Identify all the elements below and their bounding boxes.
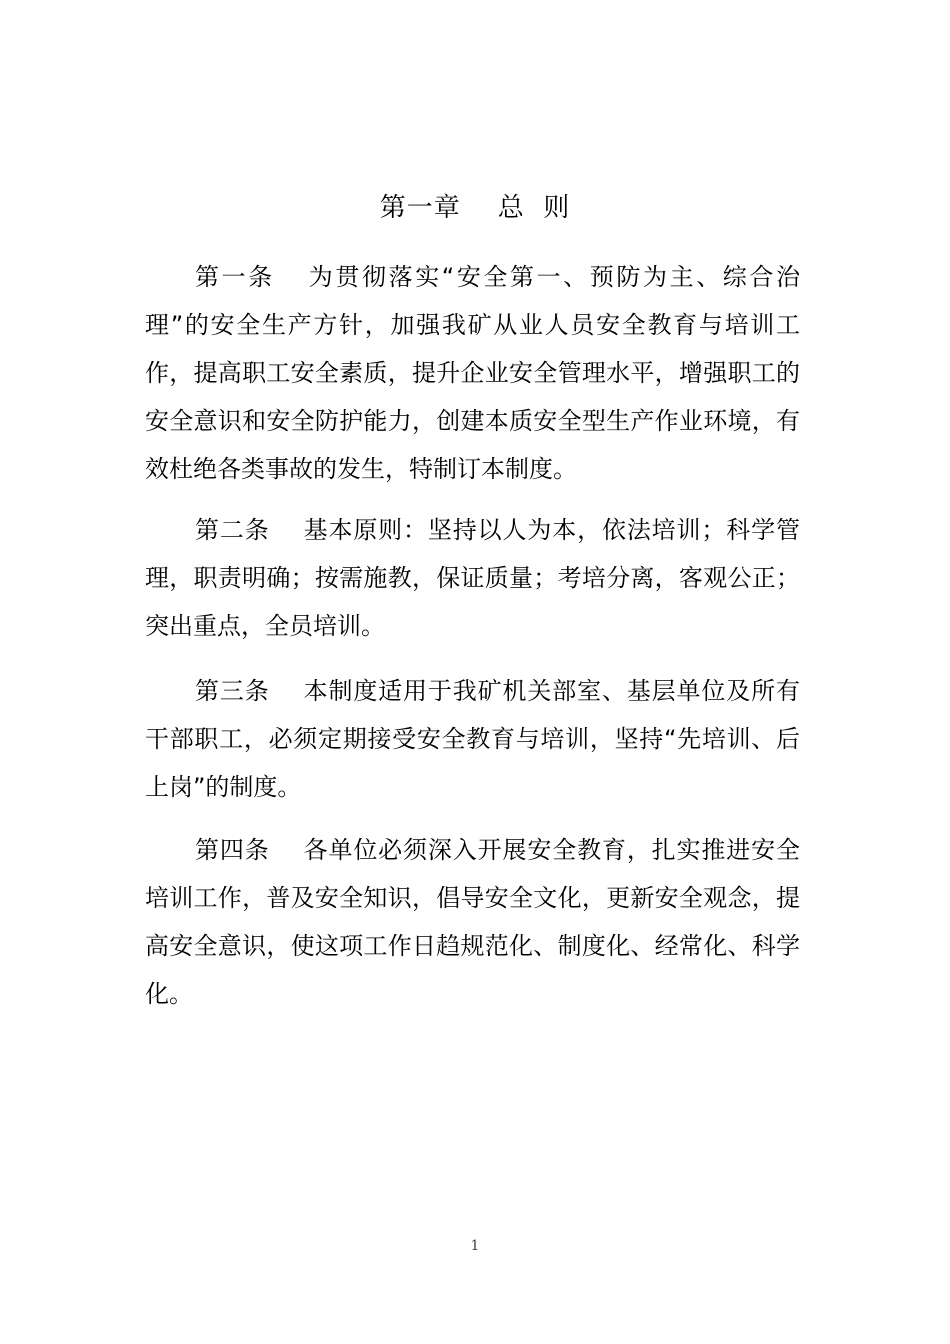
article-2-label: 第二条 bbox=[195, 516, 270, 544]
article-3-label: 第三条 bbox=[195, 677, 270, 705]
article-3-text: 本制度适用于我矿机关部室、基层单位及所有干部职工，必须定期接受安全教育与培训，坚持“先培训、后上岗”的制度。 bbox=[145, 677, 801, 801]
page-number: 1 bbox=[470, 1238, 480, 1254]
article-1-label: 第一条 bbox=[195, 263, 275, 291]
article-2 bbox=[145, 506, 800, 650]
article-1 bbox=[145, 253, 800, 493]
article-4-label: 第四条 bbox=[195, 836, 270, 864]
article-3 bbox=[145, 667, 800, 811]
article-2-text: 基本原则：坚持以人为本，依法培训；科学管理，职责明确；按需施教，保证质量；考培分离，客观公正；突出重点，全员培训。 bbox=[145, 516, 801, 640]
article-4-text: 各单位必须深入开展安全教育，扎实推进安全培训工作，普及安全知识，倡导安全文化，更新安全观念，提高安全意识，使这项工作日趋规范化、制度化、经常化、科学化。 bbox=[145, 836, 801, 1008]
article-4 bbox=[145, 826, 800, 1018]
chapter-title: 第一章 总 则 bbox=[379, 193, 571, 223]
article-1-text: 为贯彻落实“安全第一、预防为主、综合治理”的安全生产方针，加强我矿从业人员安全教育与培训工作，提高职工安全素质，提升企业安全管理水平，增强职工的安全意识和安全防护能力，创建本质安全型生产作业环境，有效杜绝各类事故的发生，特制订本制度。 bbox=[145, 263, 800, 483]
